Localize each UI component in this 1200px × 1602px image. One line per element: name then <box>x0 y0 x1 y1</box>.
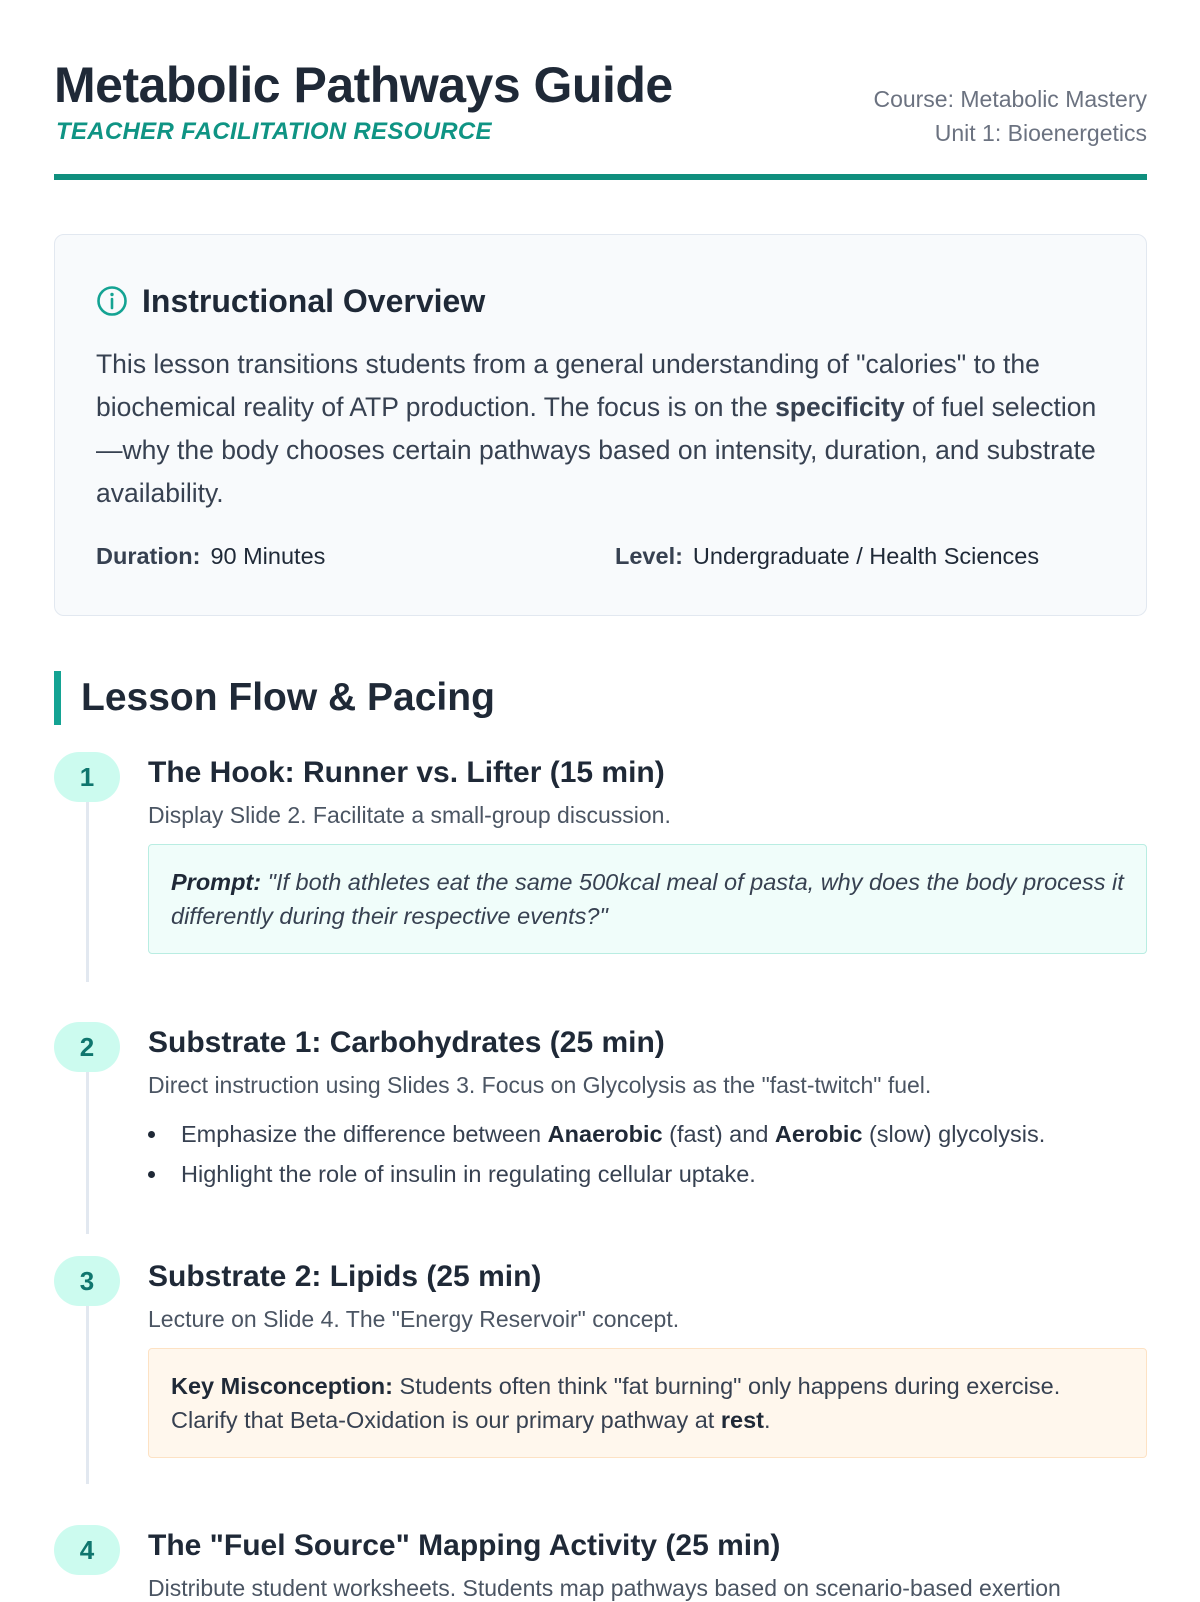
unit-name: Unit 1: Bioenergetics <box>934 120 1147 146</box>
bullet-text: (slow) glycolysis. <box>862 1121 1046 1147</box>
step-number-badge: 4 <box>54 1525 120 1575</box>
lesson-step <box>54 1525 1147 1600</box>
callout-label: Prompt: <box>171 869 262 895</box>
bullet-text: (fast) and <box>662 1121 775 1147</box>
bullet-text: Highlight the role of insulin in regulating cellular uptake. <box>181 1161 756 1187</box>
lesson-step <box>54 1256 1147 1496</box>
callout-text: Students often think "fat burning" only happens during exercise. Clarify that Beta-Oxidation is our primary pathway at <box>171 1373 1061 1433</box>
timeline-rail <box>86 1306 89 1484</box>
level-label: Level: <box>615 543 683 569</box>
lesson-step <box>54 752 1147 982</box>
callout-text: "If both athletes eat the same 500kcal meal of pasta, why does the body process it differently during their respective events?" <box>171 869 1124 929</box>
step-number-badge: 1 <box>54 752 120 802</box>
duration-label: Duration: <box>96 543 201 569</box>
section-title: Lesson Flow & Pacing <box>81 676 495 719</box>
overview-body <box>96 343 1106 515</box>
timeline-rail <box>86 802 89 982</box>
bullet-emphasis: Aerobic <box>774 1121 863 1147</box>
overview-title: Instructional Overview <box>142 283 486 319</box>
duration-meta <box>96 543 325 570</box>
bullet-list <box>148 1114 1045 1194</box>
level-meta <box>615 543 1039 570</box>
document-header <box>54 52 1147 180</box>
step-title: Substrate 1: Carbohydrates (25 min) <box>148 1026 665 1059</box>
callout-label: Key Misconception: <box>171 1373 393 1399</box>
list-item <box>148 1114 1045 1154</box>
step-number-badge: 3 <box>54 1256 120 1306</box>
document-title: Metabolic Pathways Guide <box>54 57 673 113</box>
bullet-text: Emphasize the difference between <box>181 1121 548 1147</box>
step-description: Display Slide 2. Facilitate a small-group discussion. <box>148 802 671 828</box>
step-title: The "Fuel Source" Mapping Activity (25 min) <box>148 1529 781 1562</box>
duration-value: 90 Minutes <box>210 543 326 569</box>
step-description: Lecture on Slide 4. The "Energy Reservoir" concept. <box>148 1306 680 1332</box>
course-info <box>873 82 1147 150</box>
overview-body-text-end: of fuel selection—why the body chooses certain pathways based on intensity, duration, and substrate availability. <box>96 392 1097 508</box>
instructional-overview-card <box>54 234 1147 616</box>
overview-body-text: This lesson transitions students from a general understanding of "calories" to the biochemical reality of ATP production. The focus is on the <box>96 349 1040 422</box>
document-subtitle: TEACHER FACILITATION RESOURCE <box>56 118 492 145</box>
step-title: The Hook: Runner vs. Lifter (15 min) <box>148 756 665 789</box>
step-description: Distribute student worksheets. Students map pathways based on scenario-based exertion <box>148 1575 1061 1601</box>
step-description: Direct instruction using Slides 3. Focus on Glycolysis as the "fast-twitch" fuel. <box>148 1072 932 1098</box>
prompt-callout <box>148 844 1147 954</box>
step-title: Substrate 2: Lipids (25 min) <box>148 1260 542 1293</box>
callout-text-end: . <box>764 1407 771 1433</box>
lesson-flow-heading <box>54 671 495 725</box>
level-value: Undergraduate / Health Sciences <box>692 543 1040 569</box>
lesson-step <box>54 1022 1147 1222</box>
timeline-rail <box>86 1072 89 1234</box>
overview-body-emphasis: specificity <box>775 392 905 422</box>
bullet-emphasis: Anaerobic <box>547 1121 663 1147</box>
misconception-callout <box>148 1348 1147 1458</box>
course-name: Course: Metabolic Mastery <box>873 86 1147 112</box>
list-item <box>148 1154 1045 1194</box>
step-number-badge: 2 <box>54 1022 120 1072</box>
info-icon <box>96 285 128 317</box>
callout-emphasis: rest <box>720 1407 764 1433</box>
